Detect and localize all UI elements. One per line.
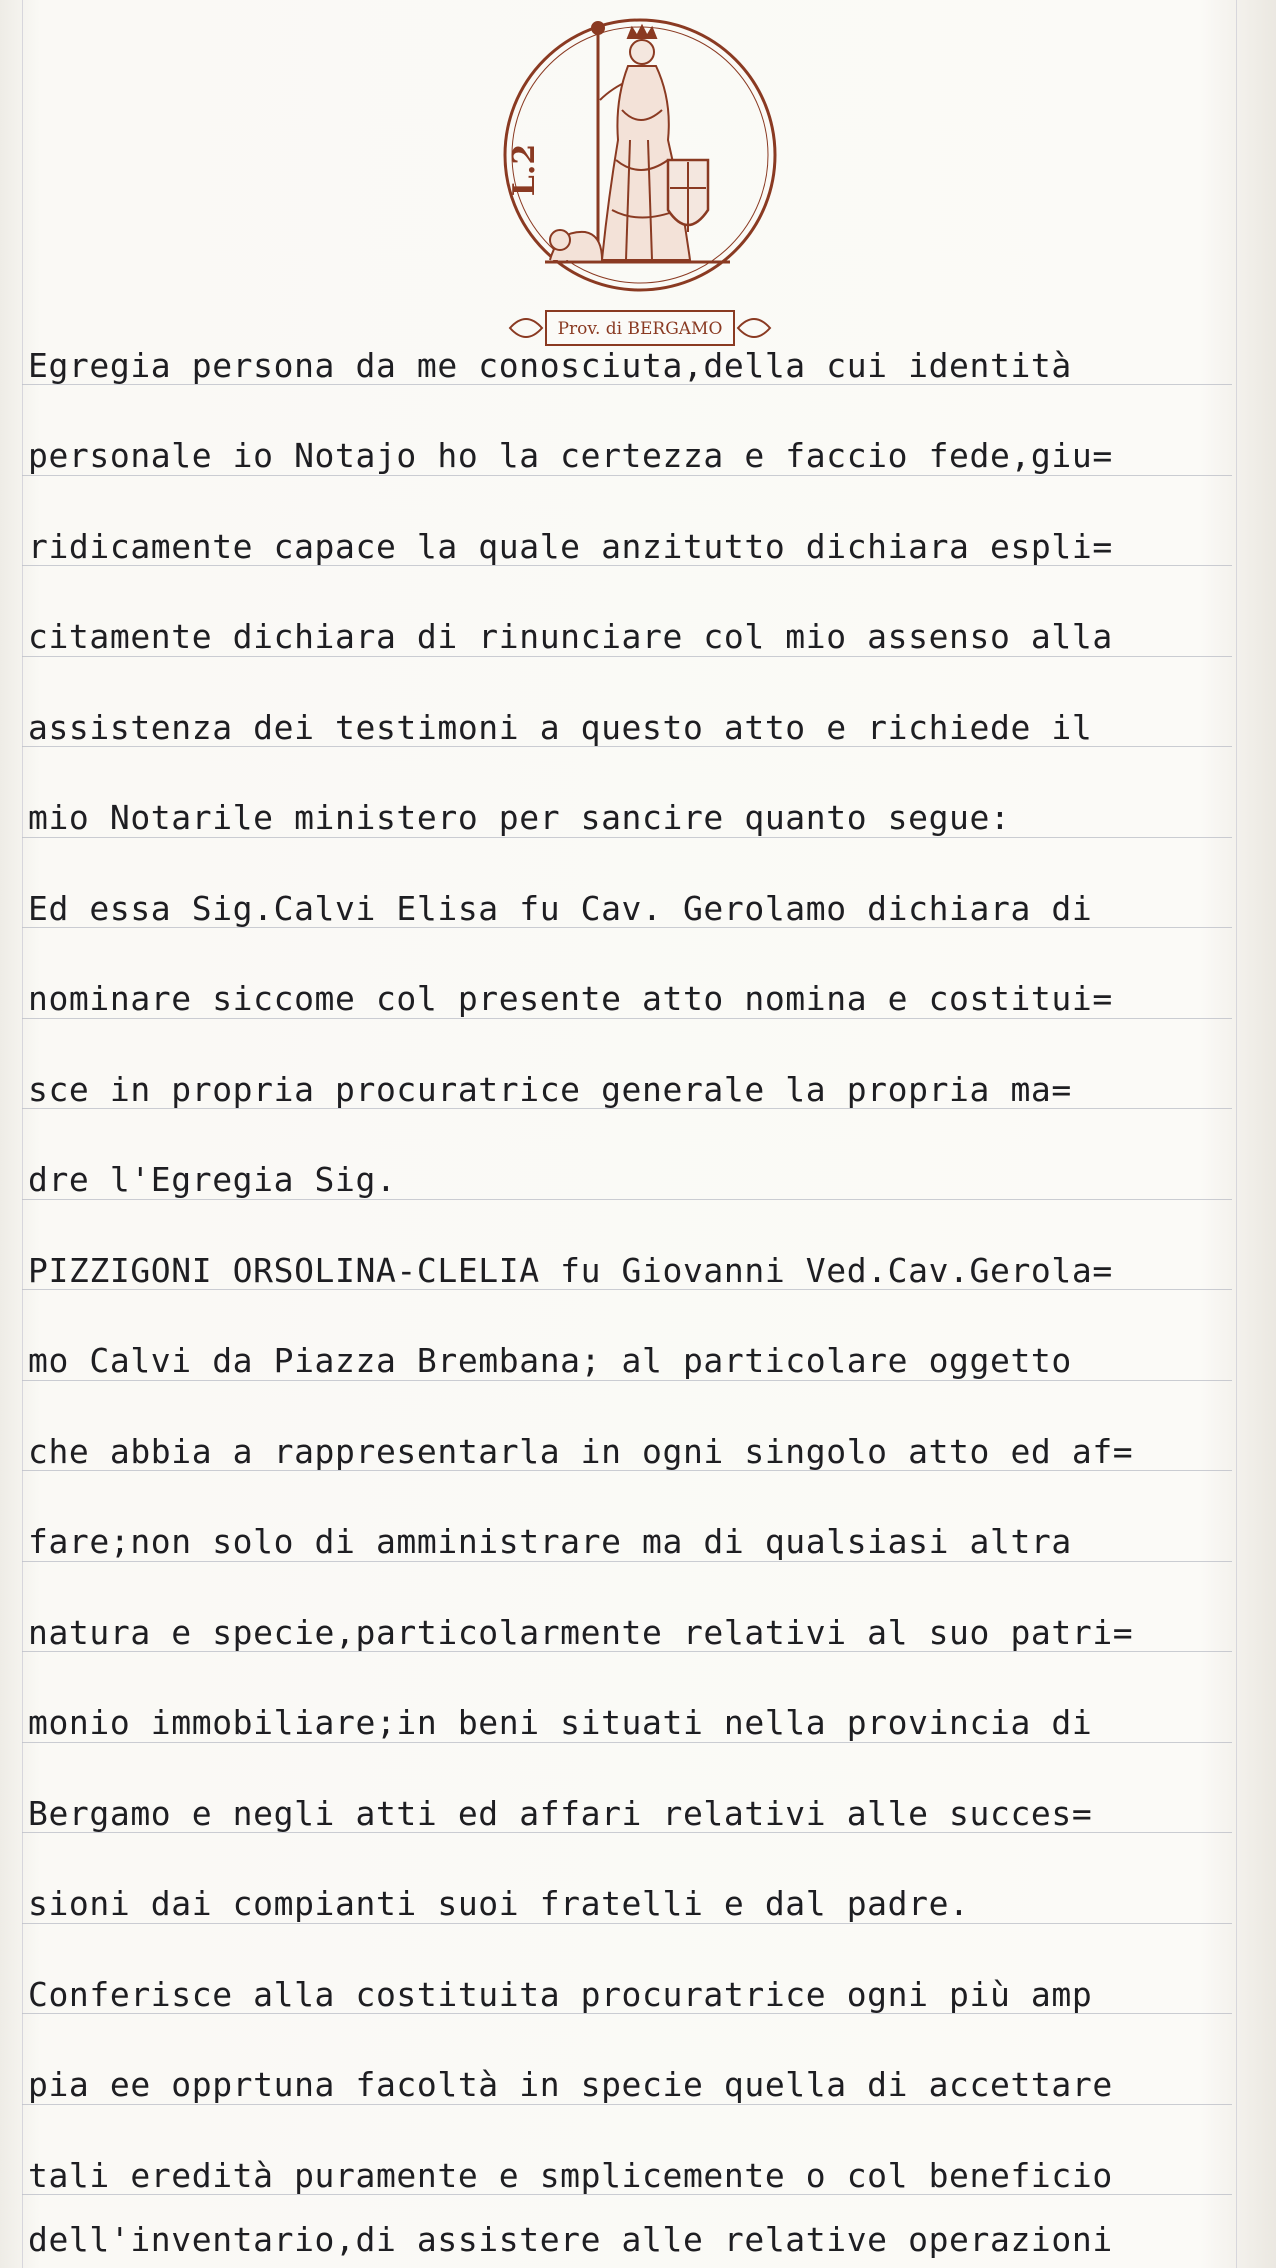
right-margin-line [1236, 0, 1237, 2268]
text-line: natura e specie,particolarmente relativi al suo patri= [28, 1613, 1134, 1652]
text-line: che abbia a rappresentarla in ogni singolo atto ed af= [28, 1432, 1134, 1471]
text-line: monio immobiliare;in beni situati nella provincia di [28, 1703, 1093, 1742]
text-line: nominare siccome col presente atto nomina e costitui= [28, 979, 1113, 1018]
text-line: tali eredità puramente e smplicemente o col beneficio [28, 2156, 1113, 2195]
text-line: dell'inventario,di assistere alle relative operazioni [28, 2220, 1113, 2259]
text-line: mio Notarile ministero per sancire quanto segue: [28, 798, 1011, 837]
text-line: pia ee opprtuna facoltà in specie quella di accettare [28, 2065, 1113, 2104]
text-line: PIZZIGONI ORSOLINA-CLELIA fu Giovanni Ved.Cav.Gerola= [28, 1251, 1113, 1290]
left-margin-line [22, 0, 23, 2268]
text-line: dre l'Egregia Sig. [28, 1160, 397, 1199]
text-line: ridicamente capace la quale anzitutto dichiara espli= [28, 527, 1113, 566]
text-line: assistenza dei testimoni a questo atto e richiede il [28, 708, 1093, 747]
province-ribbon [510, 311, 770, 345]
text-line: mo Calvi da Piazza Brembana; al particolare oggetto [28, 1341, 1072, 1380]
italia-figure-icon [545, 22, 730, 262]
text-line: Bergamo e negli atti ed affari relativi alle succes= [28, 1794, 1093, 1833]
text-line: Conferisce alla costituita procuratrice ogni più amp [28, 1975, 1093, 2014]
text-line: Ed essa Sig.Calvi Elisa fu Cav. Gerolamo dichiara di [28, 889, 1093, 928]
text-line: fare;non solo di amministrare ma di qualsiasi altra [28, 1522, 1072, 1561]
text-line: sce in propria procuratrice generale la propria ma= [28, 1070, 1072, 1109]
text-line: Egregia persona da me conosciuta,della cui identità [28, 346, 1072, 385]
stamp-code-text: L.2 [507, 143, 542, 197]
revenue-stamp-seal [490, 10, 790, 350]
province-label: Prov. di BERGAMO [557, 319, 723, 339]
text-line: citamente dichiara di rinunciare col mio assenso alla [28, 617, 1113, 656]
text-line: personale io Notajo ho la certezza e faccio fede,giu= [28, 436, 1113, 475]
text-line: sioni dai compianti suoi fratelli e dal padre. [28, 1884, 970, 1923]
